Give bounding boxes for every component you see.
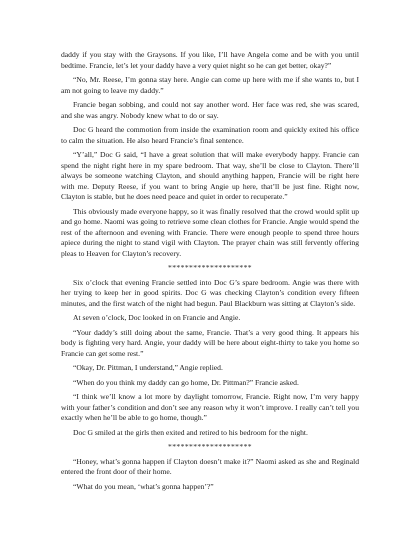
paragraph-10: “Okay, Dr. Pittman, I understand,” Angie replied. <box>73 363 223 372</box>
paragraph-8: At seven o’clock, Doc looked in on Francie and Angie. <box>73 313 241 322</box>
paragraph-2: “No, Mr. Reese, I’m gonna stay here. Angie can come up here with me if she wants to, but I am not going to leave my daddy.” <box>61 75 359 95</box>
section-divider-2: ******************** <box>168 442 252 451</box>
paragraph-13: Doc G smiled at the girls then exited and retired to his bedroom for the night. <box>73 427 308 437</box>
paragraph-11: “When do you think my daddy can go home, Dr. Pittman?” Francie asked. <box>73 377 299 387</box>
paragraph-15: “What do you mean, ‘what’s gonna happen’?” <box>73 481 214 491</box>
paragraph-3: Francie began sobbing, and could not say another word. Her face was red, she was scared, and she was angry. Nobody knew what to do or say. <box>61 100 359 120</box>
section-divider-1: ******************** <box>168 263 252 272</box>
paragraph-12: “I think we’ll know a lot more by daylight tomorrow, Francie. Right now, I’m very happy with your father’s condition and don’t see any reason why it won’t improve. I really can’t tell you exactly when he’ll be able to go home, though.” <box>61 392 359 422</box>
paragraph-1: daddy if you stay with the Graysons. If you like, I’ll have Angela come and be with you until bedtime. Francie, let’s let your daddy have a very quiet night so he can get better, okay?” <box>61 50 359 70</box>
paragraph-5: “Y’all,” Doc G said, “I have a great solution that will make everybody happy. Francie can spend the night right here in my spare bedroom. That way, she’ll be close to Clayton. There’ll always be someone watching Clayton, and should anything happen, Francie will be right here with me. Deputy Reese, if you want to bring Angie up here, that’ll be just fine. Right now, Clayton is stable, but he does need peace and quiet in order to recuperate.” <box>61 150 359 201</box>
paragraph-14: “Honey, what’s gonna happen if Clayton doesn’t make it?” Naomi asked as she and Reginald entered the front door of their home. <box>61 456 359 476</box>
paragraph-9: “Your daddy’s still doing about the same, Francie. That’s a very good thing. It appears his body is fighting very hard. Angie, your daddy will be here about eight-thirty to take you home so Francie can get some rest.” <box>61 327 359 358</box>
paragraph-7: Six o’clock that evening Francie settled into Doc G’s spare bedroom. Angie was there with her trying to keep her in good spirits. Doc G was checking Clayton’s condition every fifteen minutes, and the first watch of the night had begun. Paul Blackburn was sitting at Clayton’s side. <box>61 277 359 308</box>
paragraph-6: This obviously made everyone happy, so it was finally resolved that the crowd would split up and go home. Naomi was going to retrieve some clean clothes for Francie. Angie would spend the rest of the afternoon and evening with Francie. There were enough people to spend three hours apiece during the night to stand vigil with Clayton. The prayer chain was still fervently offering pleas to Heaven for Clayton’s recovery. <box>61 206 359 258</box>
paragraph-4: Doc G heard the commotion from inside the examination room and quickly exited his office to calm the situation. He also heard Francie’s final sentence. <box>61 125 359 145</box>
